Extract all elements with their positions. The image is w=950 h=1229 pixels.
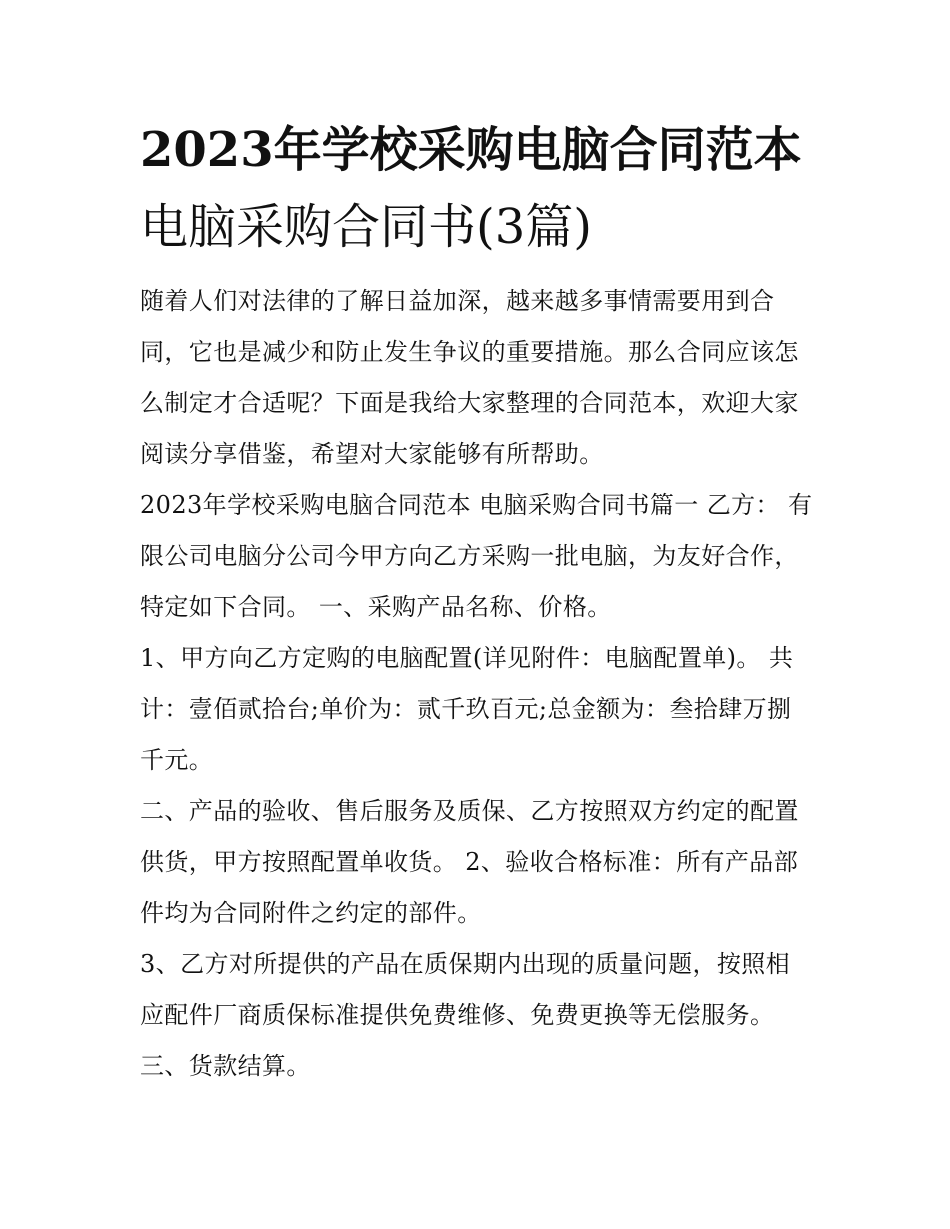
body-text-line: 件均为合同附件之约定的部件。 bbox=[140, 899, 482, 927]
body-text-line: 同，它也是减少和防止发生争议的重要措施。那么合同应该怎 bbox=[140, 338, 799, 366]
document-title-line-1: 2023年学校采购电脑合同范本 bbox=[140, 122, 802, 178]
body-text-line: 千元。 bbox=[140, 746, 214, 774]
body-text-line: 三、货款结算。 bbox=[140, 1052, 311, 1080]
body-text-line: 特定如下合同。 一、采购产品名称、价格。 bbox=[140, 593, 612, 621]
body-text-line: 计：壹佰贰拾台;单价为：贰千玖百元;总金额为：叁拾肆万捌 bbox=[140, 695, 792, 723]
document-title-line-2: 电脑采购合同书(3篇) bbox=[140, 199, 592, 255]
body-text-line: 供货，甲方按照配置单收货。 2、验收合格标准：所有产品部 bbox=[140, 848, 799, 876]
body-text-line: 随着人们对法律的了解日益加深，越来越多事情需要用到合 bbox=[140, 287, 775, 315]
body-text-line: 3、乙方对所提供的产品在质保期内出现的质量问题，按照相 bbox=[140, 950, 791, 978]
body-text-line: 应配件厂商质保标准提供免费维修、免费更换等无偿服务。 bbox=[140, 1001, 775, 1029]
body-text-line: 2023年学校采购电脑合同范本 电脑采购合同书篇一 乙方： 有 bbox=[140, 491, 813, 519]
body-text-line: 限公司电脑分公司今甲方向乙方采购一批电脑，为友好合作， bbox=[140, 542, 799, 570]
body-text-line: 么制定才合适呢？下面是我给大家整理的合同范本，欢迎大家 bbox=[140, 389, 799, 417]
body-text-line: 阅读分享借鉴，希望对大家能够有所帮助。 bbox=[140, 440, 604, 468]
body-text-line: 二、产品的验收、售后服务及质保、乙方按照双方约定的配置 bbox=[140, 797, 799, 825]
body-text-line: 1、甲方向乙方定购的电脑配置(详见附件：电脑配置单)。 共 bbox=[140, 644, 794, 672]
